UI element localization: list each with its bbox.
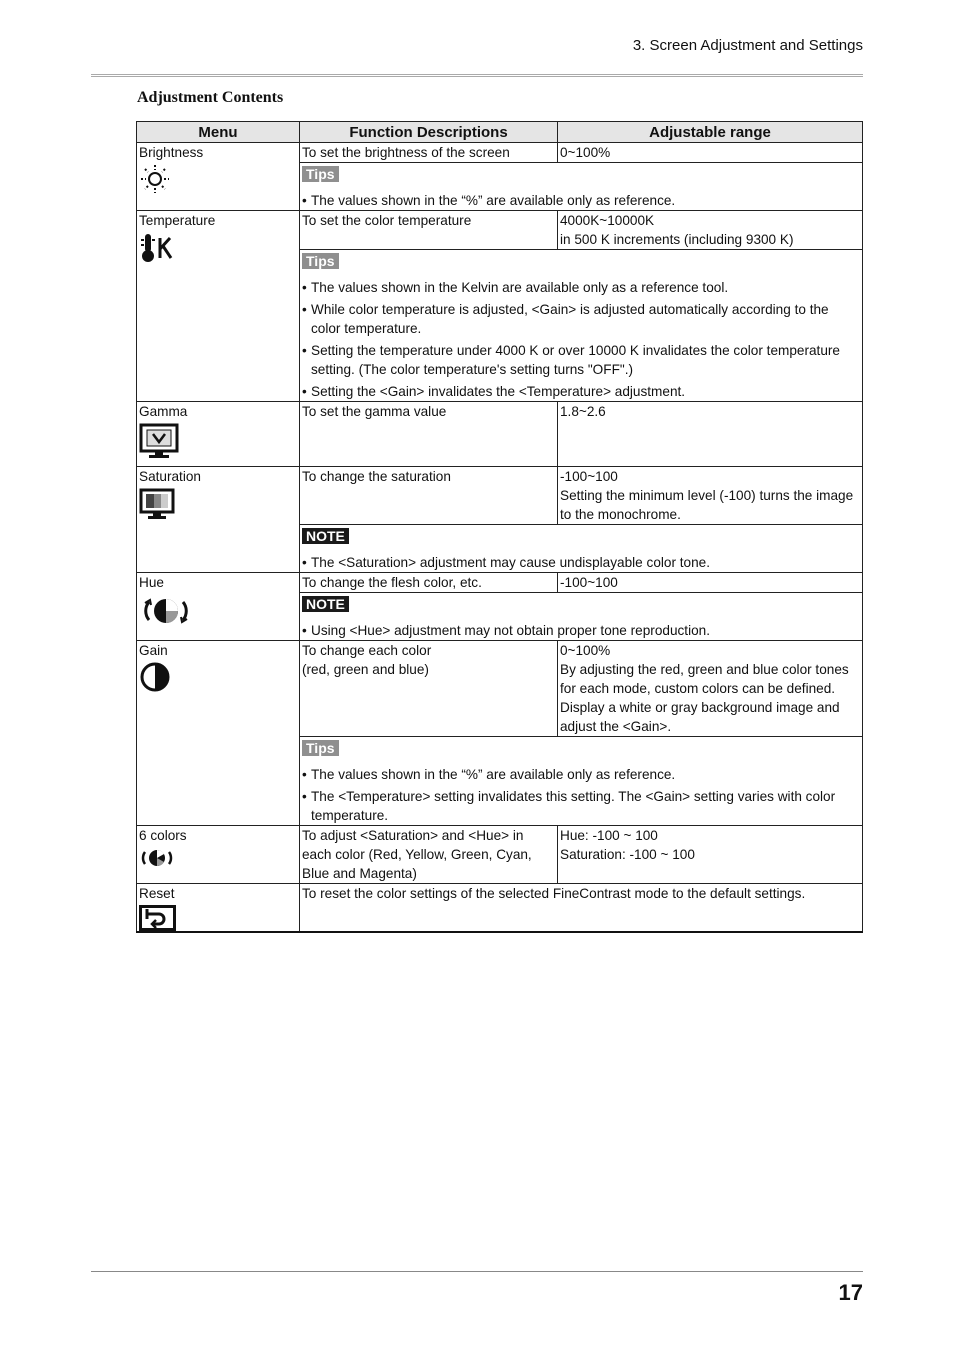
tips-badge: Tips <box>302 166 339 182</box>
range-cell <box>558 467 863 525</box>
table-header-row <box>137 122 863 143</box>
function-cell: To reset the color settings of the selected FineContrast mode to the default settings. <box>300 884 863 933</box>
range-text: Setting the minimum level (-100) turns the image to the monochrome. <box>560 488 854 522</box>
menu-label: Saturation <box>139 469 201 484</box>
table-row <box>137 402 863 467</box>
menu-cell <box>137 402 300 467</box>
function-cell: To change each color (red, green and blue) <box>300 641 558 737</box>
col-header-function: Function Descriptions <box>300 122 558 143</box>
range-text: -100~100 <box>560 575 618 590</box>
notes-cell <box>300 250 863 402</box>
col-header-menu: Menu <box>137 122 300 143</box>
menu-cell <box>137 573 300 641</box>
table-row <box>137 884 863 933</box>
notes-cell <box>300 593 863 641</box>
col-header-range: Adjustable range <box>558 122 863 143</box>
saturation-monitor-icon <box>139 488 175 522</box>
hue-wheel-icon <box>139 594 193 628</box>
footer-rule <box>91 1271 863 1272</box>
gamma-monitor-icon <box>139 423 179 459</box>
table-row <box>137 573 863 593</box>
notes-cell <box>300 737 863 826</box>
note-item: • The values shown in the Kelvin are available only as a reference tool. <box>302 278 860 297</box>
notes-cell <box>300 163 863 211</box>
page-number: 17 <box>838 1280 863 1305</box>
table-row <box>137 211 863 250</box>
table-row <box>137 467 863 525</box>
range-text: Hue: -100 ~ 100 <box>560 828 658 843</box>
range-text: 0~100% <box>560 643 611 658</box>
menu-label: 6 colors <box>139 828 187 843</box>
range-cell <box>558 211 863 250</box>
header-rule <box>91 74 863 77</box>
menu-cell <box>137 641 300 826</box>
menu-cell <box>137 884 300 933</box>
menu-cell <box>137 143 300 211</box>
note-item: • The values shown in the “%” are available only as reference. <box>302 191 860 210</box>
function-cell: To set the color temperature <box>300 211 558 250</box>
note-item: • Using <Hue> adjustment may not obtain proper tone reproduction. <box>302 621 860 640</box>
note-badge: NOTE <box>302 528 349 544</box>
note-item: • The values shown in the “%” are available only as reference. <box>302 765 860 784</box>
range-cell <box>558 826 863 884</box>
range-text: -100~100 <box>560 469 618 484</box>
range-cell <box>558 143 863 163</box>
function-cell: To set the gamma value <box>300 402 558 467</box>
temperature-thermometer-icon <box>139 232 179 264</box>
notes-cell <box>300 525 863 573</box>
table-row <box>137 143 863 163</box>
six-colors-icon <box>139 847 175 869</box>
range-text: in 500 K increments (including 9300 K) <box>560 232 794 247</box>
range-cell <box>558 402 863 467</box>
range-text: 1.8~2.6 <box>560 404 606 419</box>
range-text: Saturation: -100 ~ 100 <box>560 847 695 862</box>
function-cell: To set the brightness of the screen <box>300 143 558 163</box>
menu-label: Temperature <box>139 213 216 228</box>
menu-label: Reset <box>139 886 175 901</box>
menu-label: Brightness <box>139 145 204 160</box>
menu-label: Hue <box>139 575 164 590</box>
note-item: • While color temperature is adjusted, <Gain> is adjusted automatically according to the color temperature. <box>302 300 860 338</box>
chapter-title: 3. Screen Adjustment and Settings <box>632 37 863 54</box>
tips-badge: Tips <box>302 253 339 269</box>
gain-halfcircle-icon <box>139 662 173 692</box>
adjustment-table <box>136 121 863 933</box>
table-row <box>137 826 863 884</box>
function-cell: To adjust <Saturation> and <Hue> in each color (Red, Yellow, Green, Cyan, Blue and Magenta) <box>300 826 558 884</box>
section-title: Adjustment Contents <box>137 89 284 106</box>
note-item: • The <Temperature> setting invalidates this setting. The <Gain> setting varies with color temperature. <box>302 787 860 825</box>
range-text: By adjusting the red, green and blue color tones for each mode, custom colors can be defined. Display a white or gray background image and adjust the <Gain>. <box>560 662 849 734</box>
reset-arrow-icon <box>139 905 177 931</box>
brightness-sun-icon <box>139 164 173 194</box>
menu-cell <box>137 467 300 573</box>
note-item: • Setting the temperature under 4000 K or over 10000 K invalidates the color temperature setting. (The color temperature's setting turns "OFF".) <box>302 341 860 379</box>
range-cell <box>558 573 863 593</box>
note-item: • Setting the <Gain> invalidates the <Temperature> adjustment. <box>302 382 860 401</box>
range-text: 4000K~10000K <box>560 213 655 228</box>
range-cell <box>558 641 863 737</box>
range-text: 0~100% <box>560 145 611 160</box>
note-item: • The <Saturation> adjustment may cause undisplayable color tone. <box>302 553 860 572</box>
menu-label: Gamma <box>139 404 188 419</box>
menu-label: Gain <box>139 643 168 658</box>
note-badge: NOTE <box>302 596 349 612</box>
function-cell: To change the saturation <box>300 467 558 525</box>
table-row <box>137 641 863 737</box>
tips-badge: Tips <box>302 740 339 756</box>
menu-cell <box>137 826 300 884</box>
function-cell: To change the flesh color, etc. <box>300 573 558 593</box>
menu-cell <box>137 211 300 402</box>
